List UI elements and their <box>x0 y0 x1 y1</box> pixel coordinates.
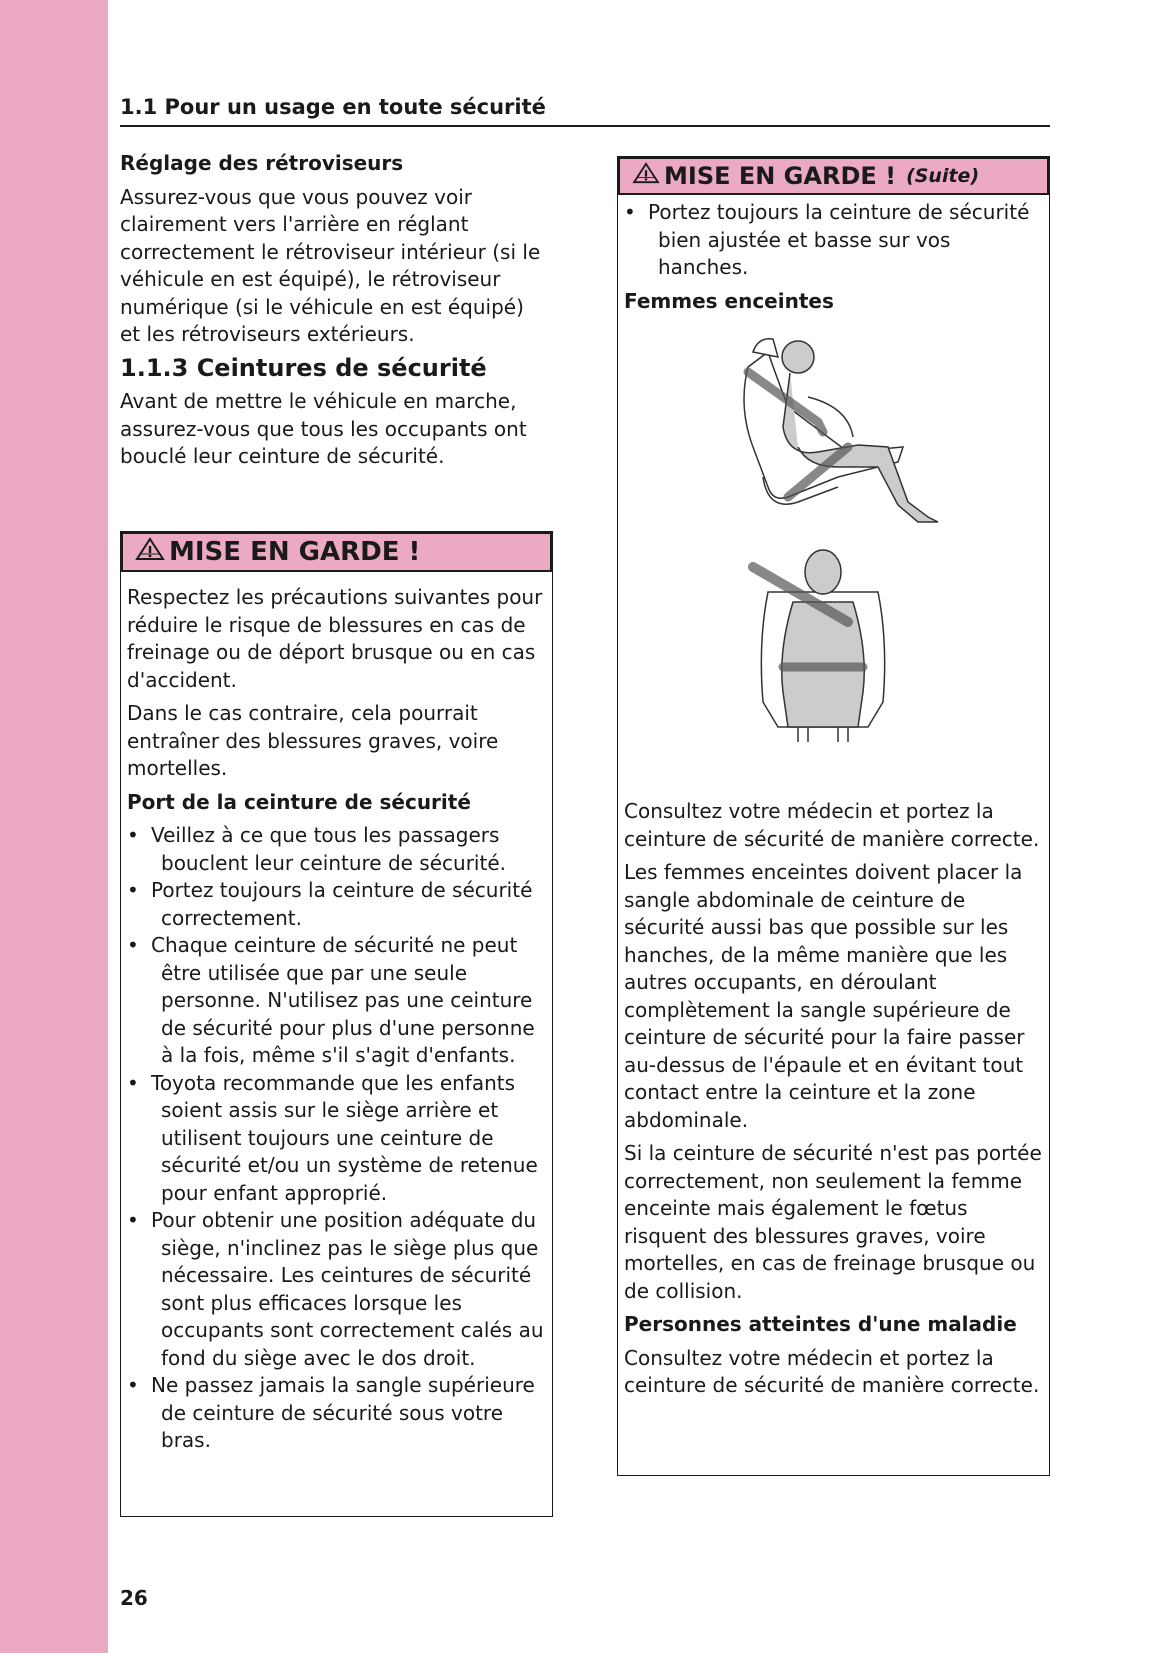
list-item: • Ne passez jamais la sangle supérieure de ceinture de sécurité sous votre bras. <box>127 1372 546 1455</box>
warning-triangle-icon <box>632 162 660 190</box>
mirror-heading: Réglage des rétroviseurs <box>120 151 404 175</box>
warning-body-continued <box>618 195 1049 315</box>
list-item: • Portez toujours la ceinture de sécurité bien ajustée et basse sur vos hanches. <box>624 199 1043 282</box>
warning-subhead: Port de la ceinture de sécurité <box>127 789 471 814</box>
section-title: 1.1.3 Ceintures de sécurité <box>120 353 487 382</box>
warning-triangle-icon <box>135 537 165 568</box>
pregnant-woman-front-illustration <box>748 542 898 742</box>
warning-bullets <box>127 822 546 1455</box>
list-item: • Portez toujours la ceinture de sécurité correctement. <box>127 877 546 932</box>
list-item: • Veillez à ce que tous les passagers bouclent leur ceinture de sécurité. <box>127 822 546 877</box>
warning-title-continued: MISE EN GARDE ! <box>664 162 897 190</box>
warning-suite-label: (Suite) <box>906 165 980 187</box>
pregnant-p2: Les femmes enceintes doivent placer la sangle abdominale de ceinture de sécurité aussi bas que possible sur les hanches, de la même manière que les autres occupants, en déroulant complètement la sangle supérieure de ceinture de sécurité pour la faire passer au-dessus de l'épaule et en évitant tout contact entre la ceinture et la zone abdominale. <box>624 860 1025 1132</box>
header-title: 1.1 Pour un usage en toute sécurité <box>120 95 546 119</box>
warning-title-bar-continued <box>618 157 1049 195</box>
side-color-bar <box>0 0 108 1653</box>
mirror-text: Assurez-vous que vous pouvez voir clairement vers l'arrière en réglant correctement le rétroviseur intérieur (si le véhicule en est équipé), le rétroviseur numérique (si le véhicule en est équipé) et les rétroviseurs extérieurs. <box>120 184 541 346</box>
list-item: • Toyota recommande que les enfants soient assis sur le siège arrière et utilisent toujours une ceinture de sécurité et/ou un système de retenue pour enfant approprié. <box>127 1070 546 1208</box>
pregnant-p1: Consultez votre médecin et portez la ceinture de sécurité de manière correcte. <box>624 799 1040 851</box>
left-column <box>120 150 545 477</box>
warning-box-continued <box>617 156 1050 1476</box>
list-item: • Chaque ceinture de sécurité ne peut être utilisée que par une seule personne. N'utilisez pas une ceinture de sécurité pour plus d'une personne à la fois, même s'il s'agit d'enfants. <box>127 932 546 1070</box>
illness-p: Consultez votre médecin et portez la ceinture de sécurité de manière correcte. <box>624 1345 1040 1397</box>
page-number: 26 <box>120 1586 148 1610</box>
pregnant-p3: Si la ceinture de sécurité n'est pas portée correctement, non seulement la femme enceinte mais également le fœtus risquent des blessures graves, voire mortelles, en cas de freinage brusque ou de collision. <box>624 1141 1042 1303</box>
continued-bullets <box>624 199 1043 282</box>
pregnant-woman-side-illustration <box>728 327 958 537</box>
warning-title-bar <box>121 532 552 572</box>
page-header <box>120 95 1050 127</box>
list-item: • Pour obtenir une position adéquate du siège, n'inclinez pas le siège plus que nécessaire. Les ceintures de sécurité sont plus efficaces lorsque les occupants sont correctement calés au fond du siège avec le dos droit. <box>127 1207 546 1372</box>
warning-p1: Respectez les précautions suivantes pour réduire le risque de blessures en cas de freinage ou de déport brusque ou en cas d'accident. <box>127 585 543 692</box>
warning-title: MISE EN GARDE ! <box>169 537 421 567</box>
pregnant-heading: Femmes enceintes <box>624 288 834 313</box>
warning-body <box>121 574 552 1463</box>
section-intro: Avant de mettre le véhicule en marche, assurez-vous que tous les occupants ont bouclé leur ceinture de sécurité. <box>120 389 527 468</box>
warning-box <box>120 531 553 1517</box>
illness-heading: Personnes atteintes d'une maladie <box>624 1312 1017 1336</box>
warning-p2: Dans le cas contraire, cela pourrait entraîner des blessures graves, voire mortelles. <box>127 701 499 780</box>
right-text-block <box>624 798 1042 1406</box>
